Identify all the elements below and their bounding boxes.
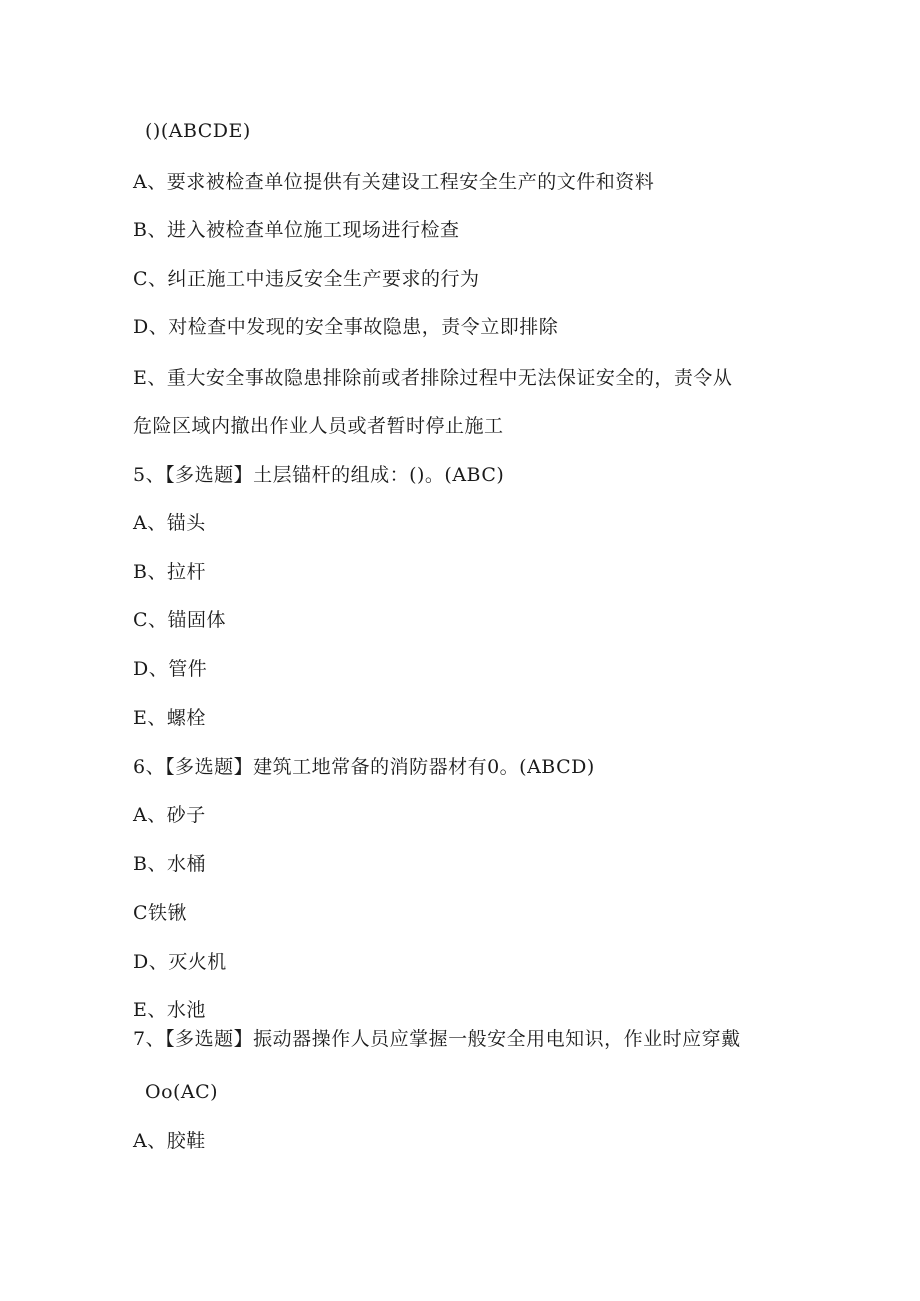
option-c: C铁锹 xyxy=(133,902,188,924)
option-e: E、螺栓 xyxy=(133,707,206,729)
question-7-title: 7、【多选题】振动器操作人员应掌握一般安全用电知识，作业时应穿戴 xyxy=(133,1028,741,1050)
option-a: A、胶鞋 xyxy=(133,1130,206,1152)
question-5-title: 5、【多选题】土层锚杆的组成：()。(ABC) xyxy=(133,464,505,486)
option-a: A、要求被检查单位提供有关建设工程安全生产的文件和资料 xyxy=(133,171,655,193)
option-c: C、锚固体 xyxy=(133,609,227,631)
option-a: A、锚头 xyxy=(133,512,206,534)
option-e: E、重大安全事故隐患排除前或者排除过程中无法保证安全的，责令从 xyxy=(133,367,733,389)
option-b: B、水桶 xyxy=(133,853,206,875)
option-c: C、纠正施工中违反安全生产要求的行为 xyxy=(133,268,480,290)
option-b: B、进入被检查单位施工现场进行检查 xyxy=(133,219,460,241)
option-a: A、砂子 xyxy=(133,804,206,826)
option-e: E、水池 xyxy=(133,999,206,1021)
option-e-continued: 危险区域内撤出作业人员或者暂时停止施工 xyxy=(133,415,504,437)
question-6-title: 6、【多选题】建筑工地常备的消防器材有0。(ABCD) xyxy=(133,756,595,778)
option-d: D、对检查中发现的安全事故隐患，责令立即排除 xyxy=(133,316,559,338)
option-d: D、灭火机 xyxy=(133,951,227,973)
option-d: D、管件 xyxy=(133,658,208,680)
option-b: B、拉杆 xyxy=(133,561,206,583)
question-7-answer-key: Oo(AC) xyxy=(145,1081,219,1103)
question-4-answer-key: ()(ABCDE) xyxy=(145,120,251,142)
